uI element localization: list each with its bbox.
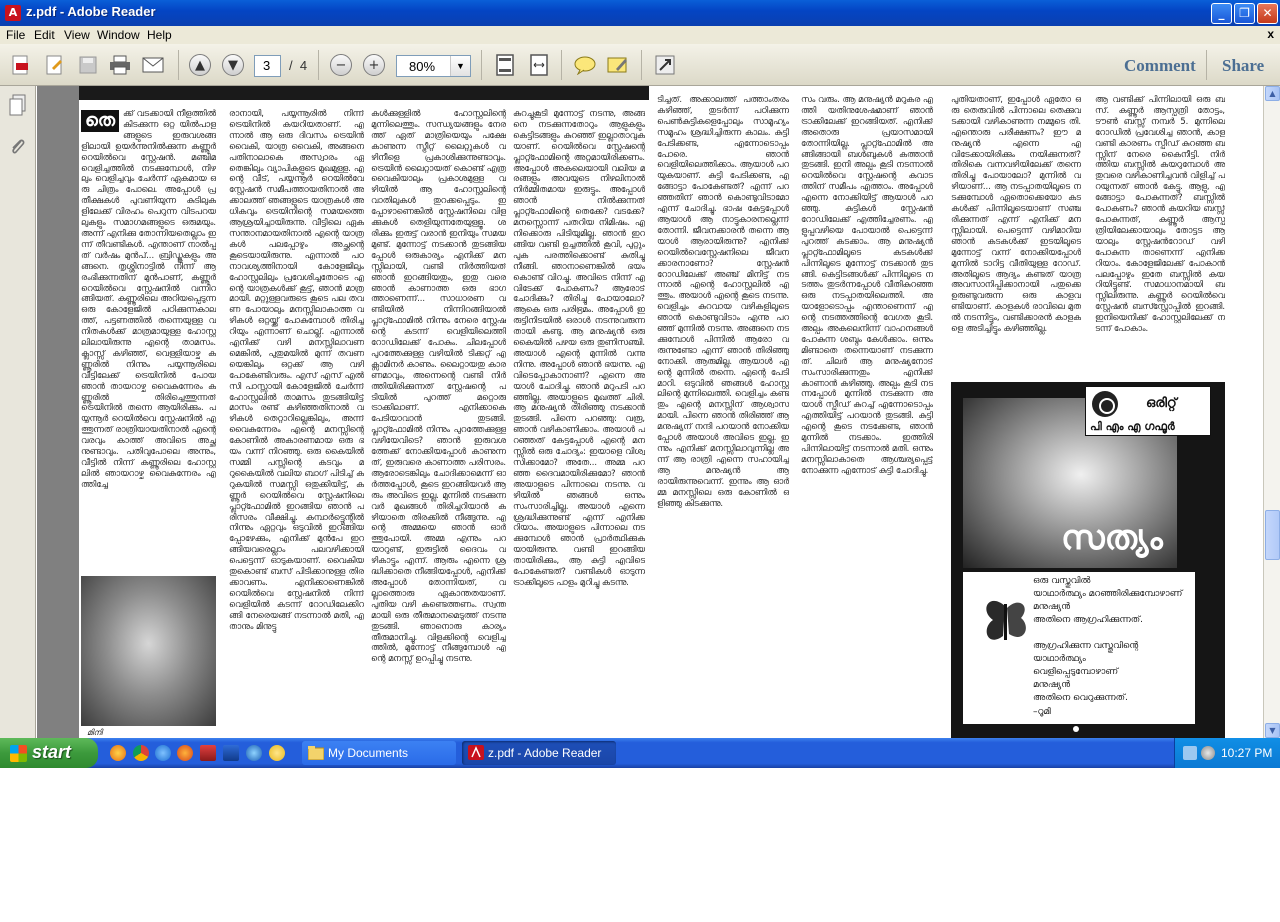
- title-bar: [0, 0, 1280, 26]
- column-text: രാനായി, പയ്യന്നൂരിൽ നിന്ന് ട്രെയിനിൽ കയറിയതാണ്. എന്നാൽ ആ ഒരു ദിവസം ട്രെയിൻ വൈകി, യാത്ര വൈകി, അങ്ങനെ പതിനാലാകെ അസ്വാരം ഏതെങ്കിലും വ്യാപികളുടെ മുഖമുള്ള. എന്റെ വീട്, പയ്യന്നൂർ റെയിൽവേ സ്റ്റേഷൻ സമീപത്തായതിനാൽ അക്കാലത്ത് ഞങ്ങളുടെ യാത്രകൾ അധികവും ട്രെയിനിന്റെ സമയത്തെ ആശ്രയിച്ചായിരുന്നു. വീട്ടിലെ ഏക സന്താനമായതിനാൽ എന്റെ യാത്രകൾ പലപ്പോഴും അച്ഛന്റെ കൂടെയായിരുന്നു. എന്നാൽ പഠനാവശ്യത്തിനായി കോളേജിലും ഹോസ്റ്റലിലും പ്രവേശിച്ചതോടെ എന്റെ യാത്രകൾക്ക് കൂട്ട്, ഞാൻ മാത്രമായി. മറ്റുള്ളവരുടെ കൂടെ പല തവണ പോയാലും മനസ്സിലാകാത്ത വഴികൾ ഒറ്റയ്ക്ക് പോകുമ്പോൾ തിരിച്ചറിയും എന്നാണ് ചൊല്ല്. എന്നാൽ എനിക്ക് വഴി മനസ്സിലാവണമെങ്കിൽ, പുതുമയിൽ മുന്ന് തവണയെങ്കിലും ഒറ്റക്ക് ആ വഴി പോകേണ്ടിവരും. എസ് എസ് എൽ സി പാസ്സായി കോളേജിൽ ചേർന്ന് ഹോസ്റ്റലിൽ താമസം തുടങ്ങിയിട്ട് മാസം രണ്ട് കഴിഞ്ഞതിനാൽ വഴികൾ തെറ്റാറില്ലെങ്കിലും, അന്ന് വൈകുന്നേരം എന്റെ മനസ്സിന്റെ കോണിൽ അകാരണമായ ഒരു ഭയം വന്ന് നിറഞ്ഞു. ഒരു കൈയിൽ സമ്മി പസ്സിന്റെ കടവും മറുകൈയിൽ വലിയ ബാഗ് പിടിച്ച് കറുകയിൽ സമസ്സി ഒതുക്കിയിട്ട്, കണ്ണൂർ റെയിൽവെ സ്റ്റേഷനിലെ പ്ലാറ്റ്ഫോമിൽ ഇറങ്ങിയ ഞാൻ പരിസരം വീക്ഷിച്ചു. കമ്പാർട്ട്മെന്റിൽ നിന്നും ഏറ്റവും ഒടുവിൽ ഇറങ്ങിയപ്പോഴേക്കും, എനിക്ക് മുൻപേ ഇറങ്ങിയവരെല്ലാം പലവഴിക്കായി പെട്ടെന്ന് ഓടുകയാണ്. വൈകിയതുകൊണ്ട് ബസ് പിടിക്കാനുള്ള തിരക്കാവണം. എനിക്കാണെങ്കിൽ റെയിൽവെ സ്റ്റേഷനിൽ നിന്ന് വെളിയിൽ കടന്ന് റോഡിലേക്കിറങ്ങി നേരെയങ്ങ് നടന്നാൽ മതി, എതാനും മിനുട്ടു: [229, 108, 364, 631]
- menu-file[interactable]: File: [6, 28, 26, 42]
- article-column-5: [657, 94, 789, 738]
- taskbar: [0, 738, 1280, 768]
- task-label: z.pdf - Adobe Reader: [488, 746, 602, 760]
- print-icon[interactable]: [107, 52, 133, 78]
- poem-title: സത്യം: [1061, 518, 1163, 558]
- messenger-icon[interactable]: [269, 745, 285, 761]
- pages-panel-icon[interactable]: [8, 94, 28, 116]
- column-text: സം വരും. ആ മനുഷ്യൻ മറുകര എത്തി യതിനുശേഷമാണ് ഞാൻ ട്രാക്കിലേക്ക് ഇറങ്ങിയത്. എനിക്ക് അതൊരു പ്രയാസമായി തോന്നിയില്ല. പ്ലാറ്റ്ഫോമിൽ അങ്ങിങ്ങായി ബൾബുകൾ കത്താൻ തുടങ്ങി. ഇനി അല്പം കൂടി നടന്നാൽ റെയിൽവെ സ്റ്റേഷന്റെ കവാടത്തിന് സമീപം എത്താം. അപ്പോൾ എന്നെ നോക്കിയിട്ട് ആയാൾ പറഞ്ഞു. കുട്ടികൾ സ്റ്റേഷൻ റോഡിലേക്ക് എത്തിച്ചേരണം. എളുപ്പവഴിയെ പോയാൽ പെട്ടെന്ന് പുറത്ത് കടക്കാം. ആ മനുഷ്യൻ പ്ലാറ്റ്ഫോമിലൂടെ കടകൾക്ക് പിന്നിലൂടെ മുന്നോട്ട് നടക്കാൻ തുടങ്ങി. കെട്ടിടങ്ങൾക്ക് പിന്നിലൂടെ നടത്തം തുടർന്നപ്പോൾ വീതികുറഞ്ഞ ഒരു നടപ്പാതയിലെത്തി. അയാളോടൊപ്പം എന്താണെന്ന് എന്റെ നടത്തത്തിന്റെ വേഗത കൂടി. അല്പം അകലെനിന്ന് വാഹനങ്ങൾ പോകുന്ന ശബ്ദം കേൾക്കാം. ഒന്നും മിണ്ടാതെ തന്നെയാണ് നടക്കുന്നത്. ചിലർ ആ മനുഷ്യനോട് സംസാരിക്കുന്നതും എനിക്ക് കാണാൻ കഴിഞ്ഞു. അല്പം കൂടി നടന്നപ്പോൾ മുന്നിൽ നടക്കുന്ന അയാൾ സ്പീഡ് കുറച്ച് എന്നോടൊപ്പം എത്തിയിട്ട് പറയാൻ തുടങ്ങി. കുട്ടി എന്റെ കൂടെ നടക്കേണ്ട, ഞാൻ മുന്നിൽ നടക്കാം. ഇത്തിരി പിന്നിലായിട്ട് നടന്നാൽ മതി. ഒന്നും മനസ്സിലാകാതെ ആശ്ചര്യപ്പെട്ട് നോക്കുന്ന എന്നോട് കുട്ടി ചോദിച്ചു.: [801, 94, 933, 475]
- zoom-select[interactable]: [396, 55, 471, 77]
- quicklaunch-media-icon[interactable]: [200, 745, 216, 761]
- article-column-2: [229, 108, 364, 738]
- poem-line: ഒരു വസ്തുവിൽ: [1033, 576, 1091, 586]
- share-button[interactable]: Share: [1222, 56, 1265, 75]
- adobe-reader-icon: A: [5, 5, 21, 21]
- toolbar-separator: [481, 50, 482, 80]
- clock: 10:27 PM: [1221, 746, 1273, 760]
- page-number-input[interactable]: 3: [254, 55, 281, 77]
- badge-logo-icon: [1092, 391, 1118, 417]
- windows-logo-icon: [10, 745, 27, 762]
- article-column-1: [81, 108, 216, 572]
- chrome-icon[interactable]: [133, 745, 149, 761]
- taskbar-item-adobe-reader[interactable]: [462, 741, 616, 765]
- navigation-pane: [0, 86, 36, 738]
- poem-line: യാഥാർത്ഥ്യം: [1033, 654, 1086, 664]
- minimize-button[interactable]: _: [1211, 3, 1232, 24]
- dropcap: തെ: [81, 110, 119, 132]
- maximize-button[interactable]: ❐: [1234, 3, 1255, 24]
- menu-window[interactable]: Window: [97, 28, 140, 42]
- author-name: പി എം എ ഗഫൂർ: [1090, 420, 1175, 433]
- close-button[interactable]: ✕: [1257, 3, 1278, 24]
- create-pdf-icon[interactable]: [8, 52, 34, 78]
- toolbar-separator: [561, 50, 562, 80]
- firefox-icon[interactable]: [177, 745, 193, 761]
- comment-button[interactable]: Comment: [1124, 56, 1196, 75]
- column-text: ടിച്ചത്. അക്കാലത്ത് പത്താംതരം കഴിഞ്ഞ്, തുടർന്ന് പഠിക്കുന്ന പെൺകുട്ടികളെപ്പോലും സാമൂഹ്യം സമൂഹം ശ്രദ്ധിച്ചിരുന്ന കാലം. കുട്ടി പേടിക്കണ്ട, എന്നോടൊപ്പം പോരെ. ഞാൻ വെളിയിലെത്തിക്കാം. ആയാൾ പറയുകയാണ്. കുട്ടി പേടിക്കണ്ട, എങ്ങോട്ടാ പോകേണ്ടത്? എന്ന് പറഞ്ഞതിന് ഞാൻ കൊണ്ടുവിടാമോ എന്ന് ചോദിച്ചു. ഭാഷ കേട്ടപ്പോൾ ആയാൾ ആ നാട്ടുകാരനല്ലെന്ന് തോന്നി. ജീവനക്കാരൻ തന്നെ ആയാൾ ആരായിരുന്നു? എനിക്ക് റെയിൽവെസ്റ്റേഷനിലെ ജീവനക്കാരനാണോ? സ്റ്റേഷൻ റോഡിലേക്ക് അഞ്ച് മിനിട്ട് നടന്നാൽ എന്റെ ഹോസ്റ്റലിൽ എത്തും. അയാൾ എന്റെ കൂടെ നടന്നു. വെളിച്ചം കുറവായ വഴികളിലൂടെ ഞാൻ കൊണ്ടുവിടാം എന്നു പറഞ്ഞ് മുന്നിൽ നടന്നു. അങ്ങനെ നടക്കുമ്പോൾ പിന്നിൽ ആരോ വരുന്നുണ്ടോ എന്ന് ഞാൻ തിരിഞ്ഞു നോക്കി. ആരുമില്ല. ആയാൾ എന്റെ മുന്നിൽ തന്നെ. എന്റെ പേടി മാറി. ഒടുവിൽ ഞങ്ങൾ ഹോസ്റ്റലിന്റെ മുന്നിലെത്തി. വെളിച്ചം കണ്ടതും എന്റെ മനസ്സിന് ആശ്വാസമായി. പിന്നെ ഞാൻ തിരിഞ്ഞ് ആ മനുഷ്യന് നന്ദി പറയാൻ നോക്കിയപ്പോൾ അയാൾ അവിടെ ഇല്ല. ഇന്നും എനിക്ക് മനസ്സിലാവുന്നില്ല അന്ന് ആ രാത്രി എന്നെ സഹായിച്ച ആ മനുഷ്യൻ ആരായിരുന്നുവെന്ന്. ഇന്നും ആ ഓർമ്മ മനസ്സിലെ ഒരു കോണിൽ ഒളിഞ്ഞു കിടക്കുന്നു.: [657, 94, 789, 508]
- zoom-in-button[interactable]: [361, 52, 387, 78]
- column-badge: [1085, 386, 1211, 436]
- paperclip-icon[interactable]: [8, 136, 28, 158]
- toolbar-separator: [1206, 50, 1207, 80]
- internet-explorer-icon[interactable]: [155, 745, 171, 761]
- menu-edit[interactable]: Edit: [34, 28, 55, 42]
- article-column-7: [951, 94, 1081, 378]
- page-separator: /: [289, 58, 293, 73]
- poem-line: യാഥാർത്ഥ്യം മറഞ്ഞിരിക്കുമ്പോഴാണ്: [1033, 589, 1183, 599]
- quicklaunch-app-icon[interactable]: [110, 745, 126, 761]
- column-name: ഒരിറ്റ്: [1146, 396, 1177, 411]
- page-header-band: [79, 86, 649, 100]
- fit-page-icon[interactable]: [492, 52, 518, 78]
- menu-bar: [0, 26, 1280, 44]
- minus-icon: −: [330, 54, 352, 76]
- article-column-8: [1095, 94, 1225, 378]
- email-icon[interactable]: [140, 52, 166, 78]
- column-text: കുറച്ചുകൂടി മുന്നോട്ട് നടന്നു, അങ്ങനെ നടക്കുന്നതോറും ആളുകളും കെട്ടിടങ്ങളും കുറഞ്ഞ് ഇല്ലാതാവുകയാണ്. റെയിൽവെ സ്റ്റേഷന്റെ പ്ലാറ്റ്ഫോമിന്റെ അറ്റമായിരിക്കണം. അപ്പോൾ അകലെയായി വലിയ മരങ്ങളും അവയുടെ നിഴലിനാൽ നിർമ്മിതമായ ഇരുട്ടും. അപ്പോൾ ഞാൻ നിൽക്കുന്നത് പ്ലാറ്റ്ഫോമിന്റെ തെക്കേ? വടക്കേ? മനസ്സൊന്ന് പതറിയ നിമിഷം. എനിക്കൊരു പിടിയുമില്ല. ഞാൻ ഇറങ്ങിയ വണ്ടി ഉച്ചത്തിൽ കൂവി, പുറ്റും പുക പരത്തിക്കൊണ്ട് കുതിച്ചു നീങ്ങി. ഞാനാണെങ്കിൽ ഭയം കൊണ്ട് വിറച്ചു. അവിടെ നിന്ന് എവിടേക്ക് പോകണം? ആരോട് ചോദിക്കും? തിരിച്ചു പോയാലോ? ആകെ ഒരു പരിഭ്രമം. അപ്പോൾ ഇരുട്ടിനിടയിൽ ഒരാൾ നടന്നുവരുന്നതായി കണ്ടു. ആ മനുഷ്യൻ ഒരു കൈയിൽ പഴയ ഒരു തുണിസഞ്ചി. അയാൾ എന്റെ മുന്നിൽ വന്നു നിന്നു. അപ്പോൾ ഞാൻ ഭയന്നു. എവിടെപ്പോകാനാണ്? എന്നെ അയാൾ ചോദിച്ചു. ഞാൻ മറുപടി പറഞ്ഞില്ല. അയാളുടെ മുഖത്ത് ചിരി. ആ മനുഷ്യൻ തിരിഞ്ഞു നടക്കാൻ തുടങ്ങി. പിന്നെ പറഞ്ഞു: വരൂ, ഞാൻ വഴികാണിക്കാം. അയാൾ പറഞ്ഞത് കേട്ടപ്പോൾ എന്റെ മനസ്സിൽ ഒരു ചോദ്യം: ഇയാളെ വിശ്വസിക്കാമോ? അതേ... അമ്മ പറഞ്ഞ ദൈവമായിരിക്കുമോ? ഞാൻ അയാളുടെ പിന്നാലെ നടന്നു. വഴിയിൽ ഞങ്ങൾ ഒന്നും സംസാരിച്ചില്ല. അയാൾ എന്നെ ശ്രദ്ധിക്കുന്നുണ്ട് എന്ന് എനിക്കറിയാം. അയാളുടെ പിന്നാലെ നടക്കുമ്പോൾ ഞാൻ പ്രാർത്ഥിക്കുകയായിരുന്നു. വണ്ടി ഇറങ്ങിയതായിരിക്കും, ആ കുട്ടി എവിടെ പോകേണ്ടത്? വണ്ടികൾ ഓടുന്ന ട്രാക്കിലൂടെ പാളം മുറിച്ചു കടന്നു.: [513, 108, 645, 587]
- poem-line: മനുഷ്യൻ: [1033, 680, 1071, 690]
- window-title: z.pdf - Adobe Reader: [26, 4, 156, 19]
- toolbar-separator: [641, 50, 642, 80]
- start-label: start: [32, 742, 72, 762]
- zoom-out-button[interactable]: [328, 52, 354, 78]
- poem-line: മനുഷ്യൻ: [1033, 602, 1071, 612]
- poem-box: [951, 382, 1225, 738]
- document-view[interactable]: [37, 86, 1263, 738]
- fit-width-icon[interactable]: [526, 52, 552, 78]
- arrow-up-icon: ▲: [189, 54, 211, 76]
- poem-line: അതിനെ ആഗ്രഹിക്കുന്നത്.: [1033, 615, 1143, 625]
- poem-line: അതിനെ വെറുക്കുന്നത്.: [1033, 693, 1128, 703]
- toolbar: [0, 44, 1280, 86]
- total-pages: 4: [299, 58, 308, 73]
- poem-line: വെളിപ്പെടുമ്പോഴാണ്: [1033, 667, 1119, 677]
- highlight-tool-icon[interactable]: [605, 52, 631, 78]
- folder-icon: [308, 745, 324, 760]
- arrow-down-icon: ▼: [222, 54, 244, 76]
- column-text: ക്ക് വടക്കായി നീളത്തിൽ കിടക്കുന്ന ഒറ്റ യിൽപാളങ്ങളുടെ ഇരുവശങ്ങളിലായി ഉയർന്നുനിൽക്കുന്ന കണ്ണൂർ റെയിൽവെ സ്റ്റേഷൻ. മഞ്ചിമ വെളിച്ചത്തിൽ നടക്കുമ്പോൾ, നിഴലും വെളിച്ചവും ചേർന്ന് ഏകമായ ഒരു ചിത്രം പോലെ. അപ്പോൾ പ്രതീക്ഷകൾ പുവണിയുന്ന കുടിലുകളിലേക്ക് വിരഹം പെറുന്ന വിടപറയലുകളും സമാഗമങ്ങളുടെ ഒരുമയും. അന്ന് എനിക്കു തോന്നിയതെല്ലാം ഇന്ന് തീവണ്ടികൾ. എന്താണ് നാൽപ്പത് വർഷം മുൻപ്... ബ്രിഡ്ജുകളും അങ്ങനെ. തൃശ്ശിനാട്ടിൽ നിന്ന് ആരംഭിക്കുന്നതിന് മുൻപാണ്, കണ്ണൂർ റെയിൽവെ സ്റ്റേഷനിൽ വന്നിറങ്ങിയത്. കണ്ണൂരിലെ അറിയപ്പെടുന്ന ഒരു കോളേജിൽ പഠിക്കുന്നകാലത്ത്, പട്ടണത്തിൽ തന്നെയുള്ള വനിതകൾക്ക് മാത്രമായുള്ള ഹോസ്റ്റലിലായിരുന്നു എന്റെ താമസം. ക്ലാസ്സ് കഴിഞ്ഞ്, വെള്ളിയാഴ്ച കണ്ണൂരിൽ നിന്നും പയ്യന്നൂരിലെ വീട്ടിലേക്ക് ട്രെയിനിൽ പോയ ഞാൻ തായറാഴ്ച വൈകുന്നേരം കണ്ണൂരിൽ തിരിച്ചെത്തുന്നത് ട്രെയിനിൽ തന്നെ ആയിരിക്കും. പയ്യന്നൂർ റെയിൽവെ സ്റ്റേഷനിൽ എത്തുന്നത് രാത്രിയായതിനാൽ എന്റെ വരവും കാത്ത് അവിടെ അച്ഛനുണ്ടാവും. പതിവുപോലെ അന്നും, വീട്ടിൽ നിന്ന് കണ്ണൂരിലെ ഹോസ്റ്റലിൽ ഞായറാഴ്ച വൈകുന്നേരം എത്തിച്ചേ: [81, 108, 216, 489]
- article-column-6: [801, 94, 933, 738]
- poem-text-panel: [963, 572, 1195, 724]
- scroll-up-icon[interactable]: ▲: [1265, 86, 1280, 101]
- quicklaunch-tool-icon[interactable]: [223, 745, 239, 761]
- system-tray: [1174, 738, 1280, 768]
- page-count: [289, 58, 307, 73]
- menu-help[interactable]: Help: [147, 28, 172, 42]
- column-text: പുതിയതാണ്, ഇപ്പോൾ ഏതോ ഒരു തെരുവിൽ പിന്നാലെ തെക്കുവടക്കായി വഴികാണുന്ന നമ്മുടെ തി. എന്തൊരു പരീക്ഷണം? ഈ മനുഷ്യൻ എന്നെ എവിടേക്കായിരിക്കും നയിക്കുന്നത്? തിരികെ വന്നവഴിയിലേക്ക് തന്നെ തിരിച്ചു പോയാലോ? മുന്നിൽ വഴിയാണ്... ആ നടപ്പാതയിലൂടെ നടക്കുമ്പോൾ ഏതൊക്കെയോ കടകൾക്ക് പിന്നിലൂടെയാണ് സഞ്ചരിക്കുന്നത് എന്ന് എനിക്ക് മനസ്സിലായി. പെട്ടെന്ന് വഴിമാറിയ ഞാൻ കടകൾക്ക് ഇടയിലൂടെ മുന്നോട്ട് വന്ന് നോക്കിയപ്പോൾ മുന്നിൽ ടാറിട്ട വീതിയുള്ള റോഡ്. അതിലൂടെ ആദ്യം കണ്ടത് യാത്ര അവസാനിപ്പിക്കാനായി പതുക്കെ ഉരുണ്ടുവരുന്ന ഒരു കാളവണ്ടിയാണ്. കാളകൾ രാവിലെ മുതൽ നടന്നിട്ടും, വണ്ടിക്കാരൻ കാളകളെ അടിച്ചിട്ടും കഴിഞ്ഞില്ല.: [951, 94, 1081, 334]
- previous-page-button[interactable]: [187, 52, 213, 78]
- next-page-button[interactable]: [220, 52, 246, 78]
- media-player-icon[interactable]: [246, 745, 262, 761]
- expand-icon[interactable]: [652, 52, 678, 78]
- edit-pdf-icon[interactable]: [42, 52, 68, 78]
- save-icon[interactable]: [75, 52, 101, 78]
- document-close-icon[interactable]: x: [1267, 27, 1274, 41]
- menu-view[interactable]: View: [64, 28, 90, 42]
- article-column-3: [371, 108, 506, 738]
- end-dot: [1073, 726, 1079, 732]
- author-photo: [81, 576, 216, 726]
- plus-icon: +: [363, 54, 385, 76]
- toolbar-separator: [318, 50, 319, 80]
- column-text: കൾക്കുള്ളിൽ ഹോസ്റ്റലിന്റെ മുന്നിലെത്തും. സന്ധ്യയങ്ങളും നേരത്ത് ഏത് മാത്രിയെയും പക്ഷേ കാണുന്ന സ്ട്രീറ്റ് ലൈറ്റുകൾ വഴിനീളെ പ്രകാശിക്കുന്നുണ്ടാവും. ട്രെയിൻ ലൈറ്റായത് കൊണ്ട് എത്ര വൈകിയാലും പ്രകാശമുള്ള വഴിയിൽ ആ ഹോസ്റ്റലിന്റെ വാതിലുകൾ തുറക്കപ്പെടും. ഇപ്പോഴാണെങ്കിൽ സ്റ്റേഷനിലെ വിളക്കുകൾ തെളിയുന്നതേയുള്ളൂ. ശരിക്കും ഇരുട്ട് വരാൻ ഇനിയും സമയമുണ്ട്. മുന്നോട്ട് നടക്കാൻ തുടങ്ങിയപ്പോൾ ഒരുകാര്യം എനിക്ക് മനസ്സിലായി, വണ്ടി നിർത്തിയത് ഞാൻ ഇറങ്ങിയതും, ഇതു വരെ ഞാൻ കാണാത്ത ഒരു ഭാഗത്താണെന്ന്... സാധാരണ വണ്ടിയിൽ നിന്നിറങ്ങിയാൽ പ്ലാറ്റ്ഫോമിൽ നിന്നും നേരെ സ്റ്റേഷന്റെ കടന്ന് വെളിയിലെത്തി റോഡിലേക്ക് പോകും. ചിലപ്പോൾ പുറത്തേക്കുള്ള വഴിയിൽ ടിക്കറ്റ് എക്സാമിനർ കാണും. ലൈറ്റായതു കാരണമാവും, അന്നെന്റെ വണ്ടി നിർത്തിയിരിക്കുന്നത് സ്റ്റേഷന്റെ പടിയിൽ പുറത്ത് മറ്റൊരു ട്രാക്കിലാണ്. എനിക്കാകെ പേടിയാവാൻ തുടങ്ങി. പ്ലാറ്റ്ഫോമിൽ നിന്നും പുറത്തേക്കുള്ള വഴിയേവിടെ? ഞാൻ ഇരുവശത്തേക്ക് നോക്കിയപ്പോൾ കാണുന്നത്, ഇരുവരെ കാണാത്ത പരിസരം. ആരോടെങ്കിലും ചോദിക്കാമെന്ന് ഓർത്തപ്പോൾ, കൂടെ ഇറങ്ങിയവർ ആരും അവിടെ ഇല്ല. മുന്നിൽ നടക്കുന്നവർ മുഖങ്ങൾ തിരിച്ചറിയാൻ കഴിയാതെ തിരക്കിൽ നീങ്ങുന്നു. എന്റെ അമ്മയെ ഞാൻ ഓർത്തുപോയി. അമ്മ എന്നും പറയാറുണ്ട്, ഇരുട്ടിൽ ദൈവം വഴികാട്ടും എന്ന്. ആരും എന്നെ ശ്രദ്ധിക്കാതെ നീങ്ങിയപ്പോൾ, എനിക്ക് അപ്പോൾ തോന്നിയത്, വല്ലാത്തൊരു ഏകാന്തതയാണ്. പുതിയ വഴി കണ്ടെത്തണം. സ്വന്തമായി ഒരു തീരുമാനമെടുത്ത് നടന്നു തുടങ്ങി. ഞാനൊരു കാര്യം തീരുമാനിച്ചു. വിളക്കിന്റെ വെളിച്ചത്തിൽ, മുന്നോട്ട് നീങ്ങുമ്പോൾ എന്റെ മനസ്സ് ഉറപ്പിച്ചു നടന്നു.: [371, 108, 506, 664]
- column-text: ആ വണ്ടിക്ക് പിന്നിലായി ഒരു ബസ്. കണ്ണൂർ ആസ്പത്രി തോട്ടം, ടൗൺ ബസ്സ് നമ്പർ 5. മുന്നിലെ റോഡിൽ പ്രവേശിച്ച ഞാൻ, കാളവണ്ടി കാരണം സ്പീഡ് കുറഞ്ഞ ബസ്സിന് നേരെ കൈനീട്ടി. നിർത്തിയ ബസ്സിൽ കയറുമ്പോൾ അതുവരെ വഴികാണിച്ചവൻ വിളിച്ച് പറയുന്നത് ഞാൻ കേട്ടു. ആളു, എങ്ങോട്ടാ പോകുന്നത്? ബസ്സിൽ പോകണം? ഞാൻ കയറിയ ബസ്സ് പോകുന്നത്, കണ്ണൂർ ആസ്പത്രിയിലേക്കായാലും തോട്ടട ആയാലും സ്റ്റേഷൻറോഡ് വഴി പോകുന്ന താണെന്ന് എനിക്കറിയാം. കോളേജിലേക്ക് പോകാൻ പലപ്പോഴും ഇതേ ബസ്സിൽ കയറിയിട്ടുണ്ട്. സമാധാനമായി ബസ്സിലിരുന്നു. കണ്ണൂർ റെയിൽവെ സ്റ്റേഷൻ ബസ്സ്റ്റോപ്പിൽ ഇറങ്ങി. ഇനിയെനിക്ക് ഹോസ്റ്റലിലേക്ക് നടന്ന് പോകാം.: [1095, 94, 1225, 334]
- scroll-thumb[interactable]: [1265, 510, 1280, 560]
- poem-line: ആഗ്രഹിക്കുന്ന വസ്തുവിന്റെ: [1033, 641, 1139, 651]
- adobe-reader-icon: [468, 745, 484, 760]
- butterfly-icon: [979, 592, 1031, 656]
- network-icon[interactable]: [1183, 746, 1197, 760]
- toolbar-separator: [178, 50, 179, 80]
- chevron-down-icon[interactable]: ▼: [450, 56, 470, 76]
- start-button[interactable]: [0, 738, 98, 768]
- poem-attribution: –റൂമി: [1033, 707, 1051, 717]
- comment-note-icon[interactable]: [572, 52, 598, 78]
- scroll-down-icon[interactable]: ▼: [1265, 723, 1280, 738]
- photo-caption: മിനി: [87, 728, 103, 737]
- pdf-page: [79, 86, 1263, 738]
- vertical-scrollbar[interactable]: [1263, 86, 1280, 738]
- zoom-value: 80%: [409, 59, 436, 74]
- article-column-4: [513, 108, 645, 738]
- taskbar-item-my-documents[interactable]: [302, 741, 456, 765]
- volume-icon[interactable]: [1201, 746, 1215, 760]
- task-label: My Documents: [328, 746, 409, 760]
